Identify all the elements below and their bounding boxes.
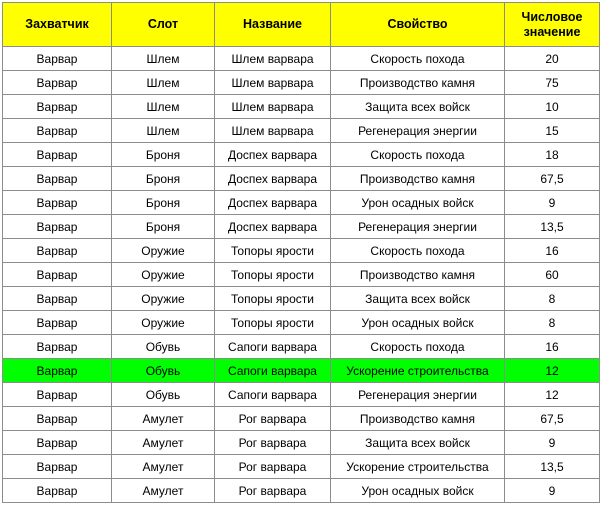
cell-property: Регенерация энергии [331,119,505,143]
cell-slot: Броня [112,167,215,191]
items-table [2,2,600,503]
cell-name: Рог варвара [215,455,331,479]
cell-grabber: Варвар [3,71,112,95]
cell-value: 12 [505,359,600,383]
cell-slot: Оружие [112,239,215,263]
cell-grabber: Варвар [3,359,112,383]
cell-name: Доспех варвара [215,191,331,215]
cell-grabber: Варвар [3,455,112,479]
cell-grabber: Варвар [3,119,112,143]
cell-slot: Амулет [112,407,215,431]
cell-slot: Оружие [112,263,215,287]
cell-value: 15 [505,119,600,143]
cell-slot: Обувь [112,335,215,359]
cell-property: Производство камня [331,263,505,287]
table-row [3,455,600,479]
cell-name: Шлем варвара [215,47,331,71]
cell-grabber: Варвар [3,191,112,215]
table-row [3,479,600,503]
cell-value: 13,5 [505,455,600,479]
cell-slot: Амулет [112,455,215,479]
header-value-line1: Числовое [521,9,583,24]
cell-slot: Броня [112,191,215,215]
table-body [3,47,600,503]
table-row [3,143,600,167]
header-slot: Слот [112,3,215,47]
cell-value: 9 [505,191,600,215]
cell-property: Скорость похода [331,47,505,71]
cell-name: Топоры ярости [215,263,331,287]
table-row [3,359,600,383]
cell-grabber: Варвар [3,287,112,311]
cell-slot: Шлем [112,47,215,71]
cell-property: Регенерация энергии [331,215,505,239]
cell-name: Топоры ярости [215,311,331,335]
table-row [3,407,600,431]
cell-name: Доспех варвара [215,167,331,191]
cell-value: 9 [505,479,600,503]
cell-grabber: Варвар [3,95,112,119]
cell-name: Рог варвара [215,431,331,455]
cell-value: 12 [505,383,600,407]
cell-slot: Оружие [112,311,215,335]
cell-grabber: Варвар [3,239,112,263]
cell-name: Рог варвара [215,407,331,431]
cell-name: Сапоги варвара [215,359,331,383]
cell-value: 67,5 [505,407,600,431]
cell-property: Защита всех войск [331,431,505,455]
cell-value: 8 [505,311,600,335]
cell-slot: Обувь [112,359,215,383]
table-row [3,287,600,311]
cell-property: Производство камня [331,167,505,191]
table-row [3,335,600,359]
cell-value: 16 [505,335,600,359]
cell-slot: Шлем [112,71,215,95]
cell-value: 75 [505,71,600,95]
cell-value: 18 [505,143,600,167]
cell-grabber: Варвар [3,215,112,239]
table-row [3,215,600,239]
header-property: Свойство [331,3,505,47]
cell-property: Производство камня [331,407,505,431]
cell-property: Урон осадных войск [331,191,505,215]
cell-slot: Броня [112,143,215,167]
table-row [3,95,600,119]
cell-property: Ускорение строительства [331,455,505,479]
cell-name: Сапоги варвара [215,383,331,407]
table-row [3,311,600,335]
cell-name: Доспех варвара [215,215,331,239]
table-row [3,47,600,71]
cell-name: Шлем варвара [215,95,331,119]
cell-name: Сапоги варвара [215,335,331,359]
cell-property: Скорость похода [331,143,505,167]
cell-name: Шлем варвара [215,119,331,143]
cell-slot: Амулет [112,479,215,503]
header-name: Название [215,3,331,47]
cell-slot: Шлем [112,95,215,119]
table-header [3,3,600,47]
cell-grabber: Варвар [3,407,112,431]
cell-grabber: Варвар [3,47,112,71]
table-row [3,167,600,191]
cell-value: 10 [505,95,600,119]
cell-grabber: Варвар [3,143,112,167]
header-row [3,3,600,47]
cell-slot: Оружие [112,287,215,311]
cell-grabber: Варвар [3,335,112,359]
cell-value: 9 [505,431,600,455]
cell-grabber: Варвар [3,431,112,455]
table-row [3,71,600,95]
table-row [3,431,600,455]
cell-name: Рог варвара [215,479,331,503]
cell-value: 13,5 [505,215,600,239]
table-row [3,383,600,407]
cell-property: Скорость похода [331,239,505,263]
cell-name: Доспех варвара [215,143,331,167]
cell-property: Урон осадных войск [331,311,505,335]
cell-slot: Шлем [112,119,215,143]
cell-name: Шлем варвара [215,71,331,95]
cell-property: Скорость похода [331,335,505,359]
cell-grabber: Варвар [3,263,112,287]
cell-slot: Амулет [112,431,215,455]
cell-grabber: Варвар [3,479,112,503]
cell-value: 20 [505,47,600,71]
cell-property: Регенерация энергии [331,383,505,407]
table-row [3,263,600,287]
cell-grabber: Варвар [3,167,112,191]
cell-value: 8 [505,287,600,311]
table-row [3,191,600,215]
cell-value: 60 [505,263,600,287]
header-value-line2: значение [523,24,581,39]
cell-value: 67,5 [505,167,600,191]
cell-property: Защита всех войск [331,287,505,311]
cell-grabber: Варвар [3,311,112,335]
header-grabber: Захватчик [3,3,112,47]
table-row [3,119,600,143]
cell-property: Ускорение строительства [331,359,505,383]
cell-property: Производство камня [331,71,505,95]
cell-value: 16 [505,239,600,263]
cell-slot: Обувь [112,383,215,407]
table-row [3,239,600,263]
header-value [505,3,600,47]
cell-property: Урон осадных войск [331,479,505,503]
cell-name: Топоры ярости [215,287,331,311]
cell-property: Защита всех войск [331,95,505,119]
cell-name: Топоры ярости [215,239,331,263]
cell-grabber: Варвар [3,383,112,407]
cell-slot: Броня [112,215,215,239]
